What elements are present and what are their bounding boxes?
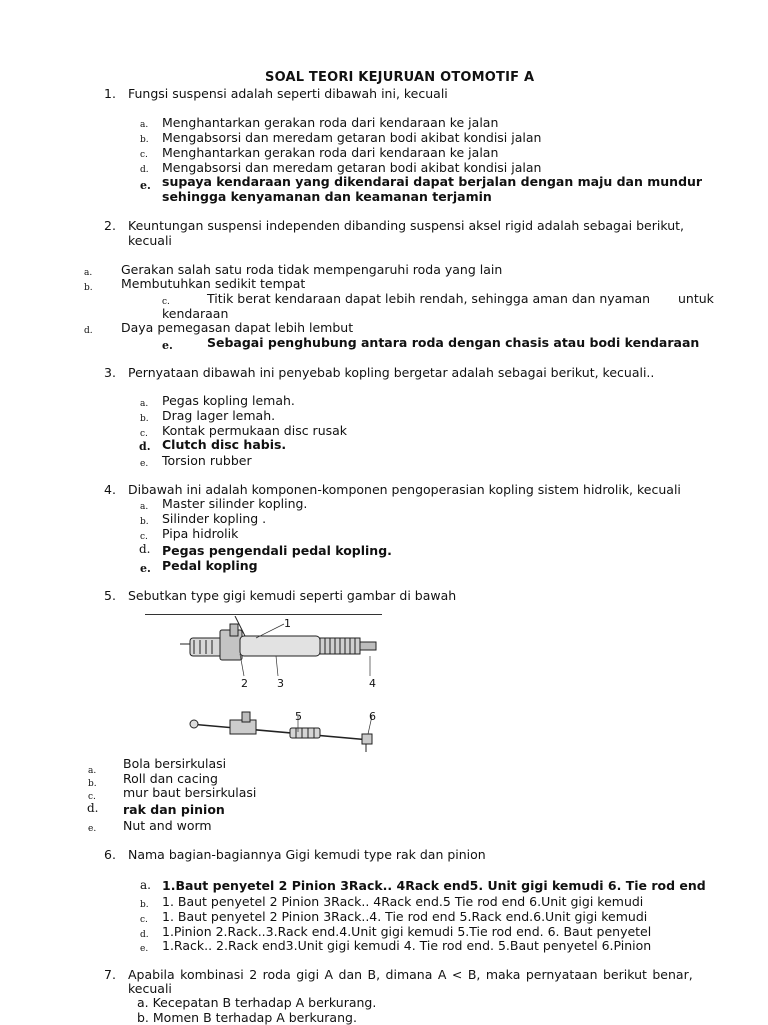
option-text: a. Kecepatan B terhadap A berkurang. xyxy=(137,995,377,1010)
option-text: 1.Rack.. 2.Rack end3.Unit gigi kemudi 4. Tie rod end. 5.Baut penyetel 6.Pinion xyxy=(162,938,652,953)
option-text: Clutch disc habis. xyxy=(162,437,287,452)
question-6-text: Nama bagian-bagiannya Gigi kemudi type rak dan pinion xyxy=(128,847,486,862)
option-text: supaya kendaraan yang dikendarai dapat berjalan dengan maju dan mundur xyxy=(162,174,703,189)
option-text: b. Momen B terhadap A berkurang. xyxy=(137,1010,357,1025)
option-label: b. xyxy=(84,283,93,293)
option-text: Daya pemegasan dapat lebih lembut xyxy=(121,320,354,335)
option-text: Roll dan cacing xyxy=(123,771,218,786)
option-label: e. xyxy=(140,562,151,575)
page-title: SOAL TEORI KEJURUAN OTOMOTIF A xyxy=(265,70,535,85)
option-label: e. xyxy=(88,824,97,834)
question-7-text-cont: kecuali xyxy=(128,981,172,996)
figure-callout-1: 1 xyxy=(284,617,291,630)
option-label: b. xyxy=(140,900,149,910)
option-text: Menghantarkan gerakan roda dari kendaraan ke jalan xyxy=(162,115,499,130)
option-text-cont: sehingga kenyamanan dan keamanan terjamin xyxy=(162,189,492,204)
question-2-text: Keuntungan suspensi independen dibanding suspensi aksel rigid adalah sebagai berikut, xyxy=(128,218,684,233)
question-2-number: 2. xyxy=(104,218,116,233)
steering-gear-figure xyxy=(180,616,390,756)
option-text-end: untuk xyxy=(678,291,714,306)
option-label: e. xyxy=(140,944,149,954)
question-4-number: 4. xyxy=(104,482,116,497)
option-text: Pegas pengendali pedal kopling. xyxy=(162,543,392,558)
option-label: d. xyxy=(140,165,149,175)
option-label: c. xyxy=(140,429,148,439)
figure-callout-4: 4 xyxy=(369,677,376,690)
option-label: c. xyxy=(140,150,148,160)
option-text: Membutuhkan sedikit tempat xyxy=(121,276,306,291)
option-text: mur baut bersirkulasi xyxy=(123,785,257,800)
option-label: a. xyxy=(140,878,151,892)
option-label: a. xyxy=(88,766,97,776)
option-label: d. xyxy=(139,542,151,556)
option-label: d. xyxy=(84,326,93,336)
option-text: Bola bersirkulasi xyxy=(123,756,227,771)
option-text: rak dan pinion xyxy=(123,802,225,817)
option-text: Mengabsorsi dan meredam getaran bodi akibat kondisi jalan xyxy=(162,160,542,175)
option-label: c. xyxy=(140,532,148,542)
figure-callout-3: 3 xyxy=(277,677,284,690)
option-label: d. xyxy=(140,930,149,940)
question-3-text: Pernyataan dibawah ini penyebab kopling bergetar adalah sebagai berikut, kecuali.. xyxy=(128,365,655,380)
option-text: Silinder kopling . xyxy=(162,511,267,526)
option-label: b. xyxy=(140,414,149,424)
option-text: 1.Baut penyetel 2 Pinion 3Rack.. 4Rack end5. Unit gigi kemudi 6. Tie rod end xyxy=(162,878,706,893)
option-text: Torsion rubber xyxy=(162,453,252,468)
option-label: c. xyxy=(88,792,96,802)
option-text: 1. Baut penyetel 2 Pinion 3Rack.. 4Rack end.5 Tie rod end 6.Unit gigi kemudi xyxy=(162,894,644,909)
question-1-number: 1. xyxy=(104,86,116,101)
figure-callout-5: 5 xyxy=(295,710,302,723)
option-text: Mengabsorsi dan meredam getaran bodi akibat kondisi jalan xyxy=(162,130,542,145)
option-label: d. xyxy=(139,440,151,453)
question-2-text-cont: kecuali xyxy=(128,233,172,248)
option-label: a. xyxy=(84,268,93,278)
option-label: a. xyxy=(140,502,149,512)
option-text: Pedal kopling xyxy=(162,558,258,573)
option-label: b. xyxy=(88,779,97,789)
question-3-number: 3. xyxy=(104,365,116,380)
option-text: Drag lager lemah. xyxy=(162,408,276,423)
option-label: c. xyxy=(140,915,148,925)
option-label: c. xyxy=(162,297,170,307)
figure-callout-6: 6 xyxy=(369,710,376,723)
option-label: b. xyxy=(140,135,149,145)
option-text: Master silinder kopling. xyxy=(162,496,308,511)
question-1-text: Fungsi suspensi adalah seperti dibawah ini, kecuali xyxy=(128,86,448,101)
option-text: Sebagai penghubung antara roda dengan chasis atau bodi kendaraan xyxy=(207,335,700,350)
option-text: Nut and worm xyxy=(123,818,212,833)
option-label: d. xyxy=(87,801,99,815)
option-label: e. xyxy=(140,459,149,469)
option-label: e. xyxy=(162,339,173,352)
option-label: a. xyxy=(140,120,149,130)
option-text: Pipa hidrolik xyxy=(162,526,239,541)
option-text: Gerakan salah satu roda tidak mempengaruhi roda yang lain xyxy=(121,262,503,277)
option-text: Pegas kopling lemah. xyxy=(162,393,295,408)
figure-callout-2: 2 xyxy=(241,677,248,690)
option-text: Menghantarkan gerakan roda dari kendaraan ke jalan xyxy=(162,145,499,160)
option-text: Titik berat kendaraan dapat lebih rendah, sehingga aman dan nyaman xyxy=(207,291,651,306)
question-6-number: 6. xyxy=(104,847,116,862)
question-4-text: Dibawah ini adalah komponen-komponen pengoperasian kopling sistem hidrolik, kecuali xyxy=(128,482,681,497)
question-7-number: 7. xyxy=(104,967,116,982)
figure-top-rule xyxy=(145,614,382,615)
option-text: 1.Pinion 2.Rack..3.Rack end.4.Unit gigi kemudi 5.Tie rod end. 6. Baut penyetel xyxy=(162,924,652,939)
option-label: a. xyxy=(140,399,149,409)
question-5-text: Sebutkan type gigi kemudi seperti gambar di bawah xyxy=(128,588,457,603)
option-label: b. xyxy=(140,517,149,527)
option-text-cont: kendaraan xyxy=(162,306,229,321)
option-label: e. xyxy=(140,179,151,192)
option-text: Kontak permukaan disc rusak xyxy=(162,423,348,438)
question-5-number: 5. xyxy=(104,588,116,603)
question-7-text: Apabila kombinasi 2 roda gigi A dan B, dimana A < B, maka pernyataan berikut benar, xyxy=(128,967,693,982)
option-text: 1. Baut penyetel 2 Pinion 3Rack..4. Tie rod end 5.Rack end.6.Unit gigi kemudi xyxy=(162,909,648,924)
